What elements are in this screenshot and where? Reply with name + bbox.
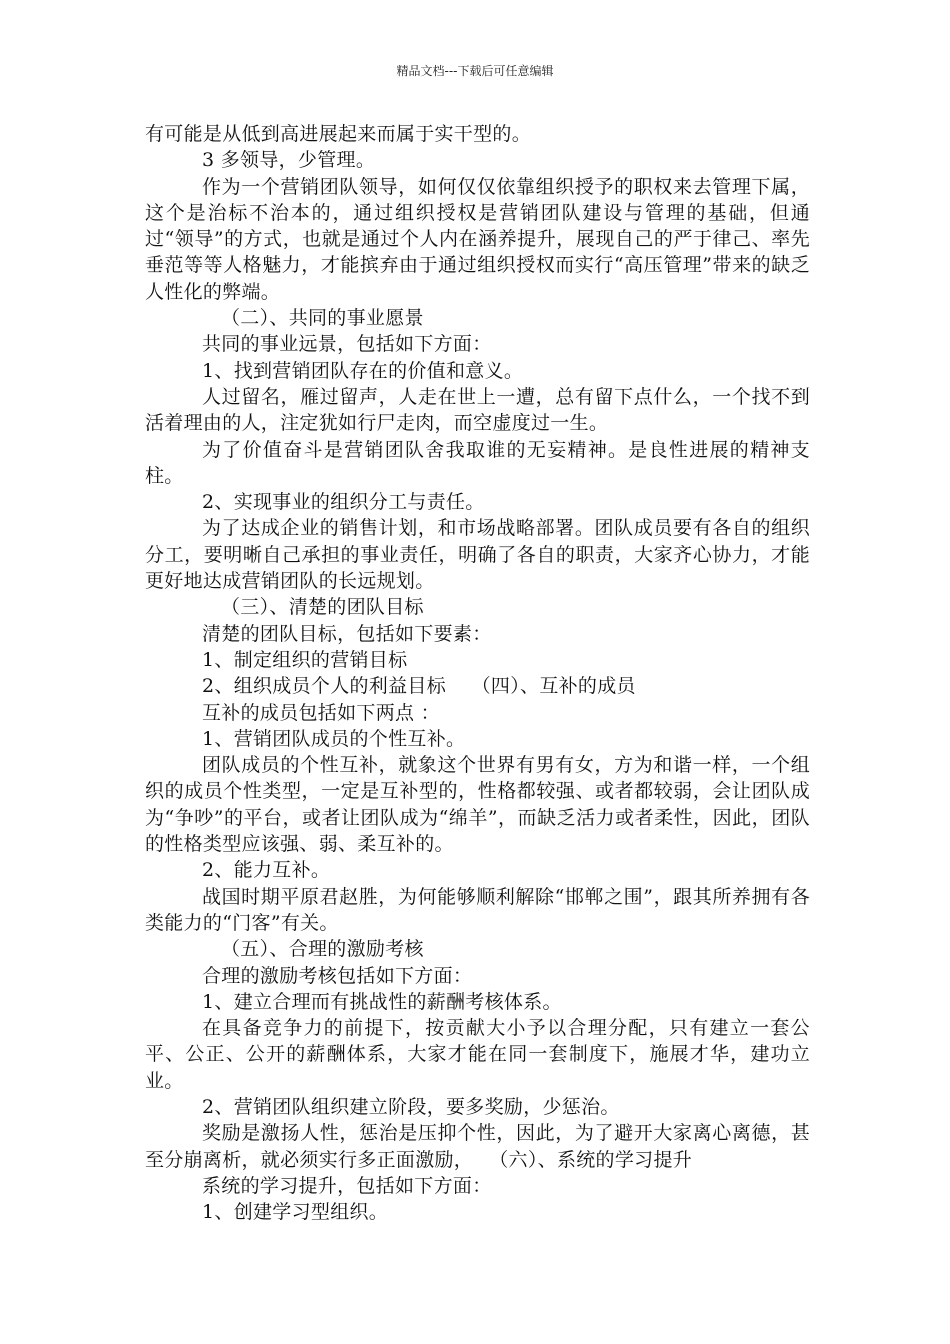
page-header: 精品文档---下载后可任意编辑 [396, 64, 554, 78]
paragraph: 2、能力互补。 [202, 859, 331, 882]
paragraph: 互补的成员包括如下两点 ： [202, 701, 440, 724]
paragraph: 人过留名，雁过留声，人走在世上一遭，总有留下点什么，一个找不到活着理由的人，注定犹如行尸走肉，而空虚度过一生。 [145, 385, 810, 435]
paragraph: 2、实现事业的组织分工与责任。 [202, 491, 485, 514]
section-heading: （五）、合理的激励考核 [221, 938, 424, 961]
section-heading: （二）、共同的事业愿景 [221, 307, 424, 330]
paragraph: 1、建立合理而有挑战性的薪酬考核体系。 [202, 990, 562, 1013]
paragraph: 1、营销团队成员的个性互补。 [202, 727, 466, 750]
paragraph: 战国时期平原君赵胜，为何能够顺利解除“邯郸之围”，跟其所养拥有各类能力的“门客”有关。 [145, 885, 810, 934]
paragraph: 系统的学习提升，包括如下方面： [202, 1174, 492, 1197]
paragraph: 1、制定组织的营销目标 [202, 648, 408, 671]
paragraph: 3 多领导，少管理。 [202, 149, 376, 172]
document-body [145, 121, 810, 1225]
paragraph: 共同的事业远景，包括如下方面： [202, 333, 492, 356]
section-heading: （三）、清楚的团队目标 [221, 596, 424, 619]
paragraph: 团队成员的个性互补，就象这个世界有男有女，方为和谐一样，一个组织的成员个性类型，一定是互补型的，性格都较强、或者都较弱，会让团队成为“争吵”的平台，或者让团队成为“绵羊”，而缺乏活力或者柔性，因此，团队的性格类型应该强、弱、柔互补的。 [145, 754, 810, 856]
paragraph: 为了价值奋斗是营销团队舍我取谁的无妄精神。是良性进展的精神支柱。 [145, 438, 810, 487]
paragraph: 为了达成企业的销售计划，和市场战略部署。团队成员要有各自的组织分工，要明晰自己承担的事业责任，明确了各自的职责，大家齐心协力，才能更好地达成营销团队的长远规划。 [145, 517, 810, 593]
paragraph: 1、创建学习型组织。 [202, 1201, 389, 1224]
paragraph: 1、找到营销团队存在的价值和意义。 [202, 359, 524, 382]
paragraph: 奖励是激扬人性，惩治是压抑个性，因此，为了避开大家离心离德，甚至分崩离析，就必须实行多正面激励， （六）、系统的学习提升 [145, 1122, 810, 1171]
paragraph: 作为一个营销团队领导，如何仅仅依靠组织授予的职权来去管理下属，这个是治标不治本的，通过组织授权是营销团队建设与管理的基础，但通过“领导”的方式，也就是通过个人内在涵养提升，展现自己的严于律己、率先垂范等等人格魅力，才能摈弃由于通过组织授权而实行“高压管理”带来的缺乏人性化的弊端。 [145, 175, 810, 303]
paragraph: 2、营销团队组织建立阶段，要多奖励，少惩治。 [202, 1095, 620, 1118]
paragraph: 在具备竞争力的前提下，按贡献大小予以合理分配，只有建立一套公平、公正、公开的薪酬体系，大家才能在同一套制度下，施展才华，建功立业。 [145, 1017, 810, 1092]
paragraph: 合理的激励考核包括如下方面： [202, 964, 473, 987]
paragraph: 2、组织成员个人的利益目标 （四）、互补的成员 [202, 675, 636, 698]
paragraph: 清楚的团队目标，包括如下要素： [202, 622, 492, 645]
paragraph: 有可能是从低到高进展起来而属于实干型的。 [145, 123, 532, 145]
